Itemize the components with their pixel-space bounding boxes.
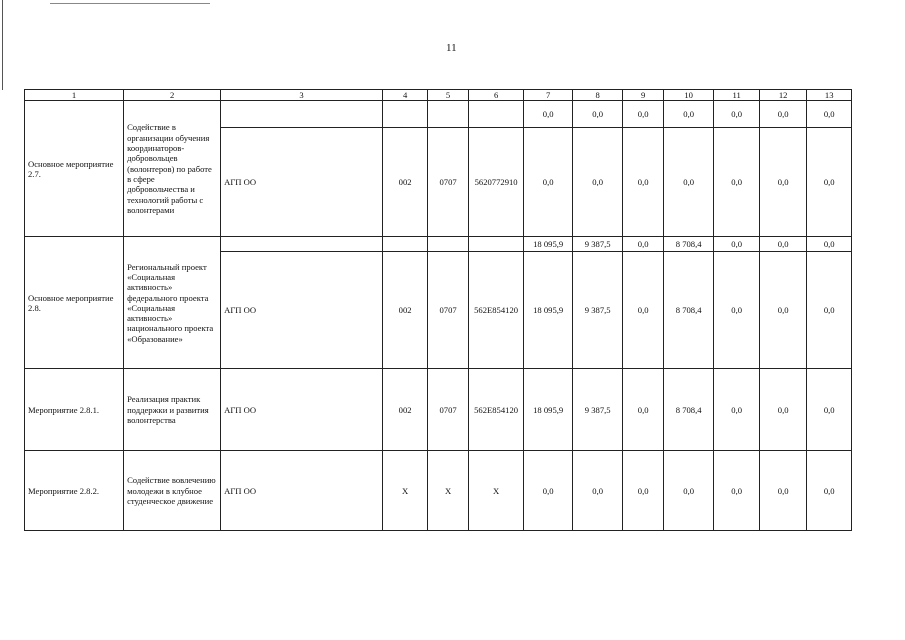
code-cell (382, 101, 427, 128)
code-cell: Х (428, 451, 468, 531)
value-cell: 0,0 (759, 101, 807, 128)
value-cell: 8 708,4 (663, 237, 714, 252)
code-cell: 0707 (428, 369, 468, 451)
code-cell (468, 237, 524, 252)
value-cell: 0,0 (623, 101, 663, 128)
value-cell: 0,0 (623, 451, 663, 531)
code-cell (428, 101, 468, 128)
value-cell: 0,0 (714, 369, 759, 451)
code-cell: 562E854120 (468, 252, 524, 369)
table-row (25, 101, 852, 128)
value-cell: 0,0 (759, 237, 807, 252)
event-description: Содействие вовлечению молодежи в клубное студенческое движение (124, 451, 221, 531)
code-cell (468, 101, 524, 128)
value-cell: 0,0 (714, 237, 759, 252)
code-cell: 0707 (428, 128, 468, 237)
value-cell: 0,0 (807, 101, 852, 128)
executor-cell (221, 237, 383, 252)
event-description: Реализация практик поддержки и развития волонтерства (124, 369, 221, 451)
value-cell: 0,0 (663, 101, 714, 128)
value-cell: 8 708,4 (663, 252, 714, 369)
code-cell: 0707 (428, 252, 468, 369)
header-cell: 11 (714, 90, 759, 101)
value-cell: 18 095,9 (524, 369, 573, 451)
executor-cell: АГП ОО (221, 128, 383, 237)
header-cell: 13 (807, 90, 852, 101)
budget-table (24, 89, 852, 531)
executor-cell: АГП ОО (221, 369, 383, 451)
header-cell: 2 (124, 90, 221, 101)
header-cell: 9 (623, 90, 663, 101)
value-cell: 0,0 (759, 128, 807, 237)
executor-cell: АГП ОО (221, 451, 383, 531)
header-cell: 8 (572, 90, 623, 101)
value-cell: 0,0 (663, 128, 714, 237)
value-cell: 0,0 (807, 128, 852, 237)
code-cell: 562E854120 (468, 369, 524, 451)
header-cell: 3 (221, 90, 383, 101)
executor-cell (221, 101, 383, 128)
header-cell: 1 (25, 90, 124, 101)
value-cell: 0,0 (759, 252, 807, 369)
value-cell: 0,0 (714, 101, 759, 128)
executor-cell: АГП ОО (221, 252, 383, 369)
value-cell: 9 387,5 (572, 252, 623, 369)
code-cell: 002 (382, 128, 427, 237)
code-cell (428, 237, 468, 252)
value-cell: 0,0 (623, 369, 663, 451)
value-cell: 0,0 (623, 252, 663, 369)
header-cell: 10 (663, 90, 714, 101)
event-name: Мероприятие 2.8.2. (25, 451, 124, 531)
table-row (25, 237, 852, 252)
header-cell: 7 (524, 90, 573, 101)
value-cell: 0,0 (524, 128, 573, 237)
code-cell: Х (468, 451, 524, 531)
header-cell: 6 (468, 90, 524, 101)
value-cell: 0,0 (623, 237, 663, 252)
value-cell: 0,0 (524, 451, 573, 531)
value-cell: 0,0 (759, 451, 807, 531)
value-cell: 0,0 (714, 252, 759, 369)
value-cell: 9 387,5 (572, 369, 623, 451)
value-cell: 0,0 (572, 101, 623, 128)
value-cell: 8 708,4 (663, 369, 714, 451)
header-cell: 12 (759, 90, 807, 101)
header-row (25, 90, 852, 101)
value-cell: 0,0 (807, 252, 852, 369)
value-cell: 0,0 (714, 451, 759, 531)
table-row (25, 451, 852, 531)
left-margin-rule (2, 0, 3, 90)
value-cell: 0,0 (807, 369, 852, 451)
value-cell: 0,0 (623, 128, 663, 237)
event-name: Мероприятие 2.8.1. (25, 369, 124, 451)
value-cell: 0,0 (572, 451, 623, 531)
value-cell: 0,0 (807, 451, 852, 531)
value-cell: 0,0 (524, 101, 573, 128)
code-cell: 002 (382, 369, 427, 451)
event-description: Региональный проект «Социальная активность» федерального проекта «Социальная активность» национального проекта «Образование» (124, 237, 221, 369)
value-cell: 9 387,5 (572, 237, 623, 252)
code-cell: 002 (382, 252, 427, 369)
event-name: Основное мероприятие 2.7. (25, 101, 124, 237)
top-rule (50, 3, 210, 4)
event-name: Основное мероприятие 2.8. (25, 237, 124, 369)
page-number: 11 (446, 42, 457, 54)
event-description: Содействие в организации обучения координаторов-добровольцев (волонтеров) по работе в сфере добровольчества и технологий работы с волонтерами (124, 101, 221, 237)
table-row (25, 369, 852, 451)
value-cell: 18 095,9 (524, 252, 573, 369)
code-cell: 5620772910 (468, 128, 524, 237)
header-cell: 5 (428, 90, 468, 101)
value-cell: 0,0 (572, 128, 623, 237)
value-cell: 0,0 (663, 451, 714, 531)
value-cell: 0,0 (759, 369, 807, 451)
value-cell: 0,0 (807, 237, 852, 252)
code-cell: Х (382, 451, 427, 531)
code-cell (382, 237, 427, 252)
value-cell: 0,0 (714, 128, 759, 237)
value-cell: 18 095,9 (524, 237, 573, 252)
header-cell: 4 (382, 90, 427, 101)
